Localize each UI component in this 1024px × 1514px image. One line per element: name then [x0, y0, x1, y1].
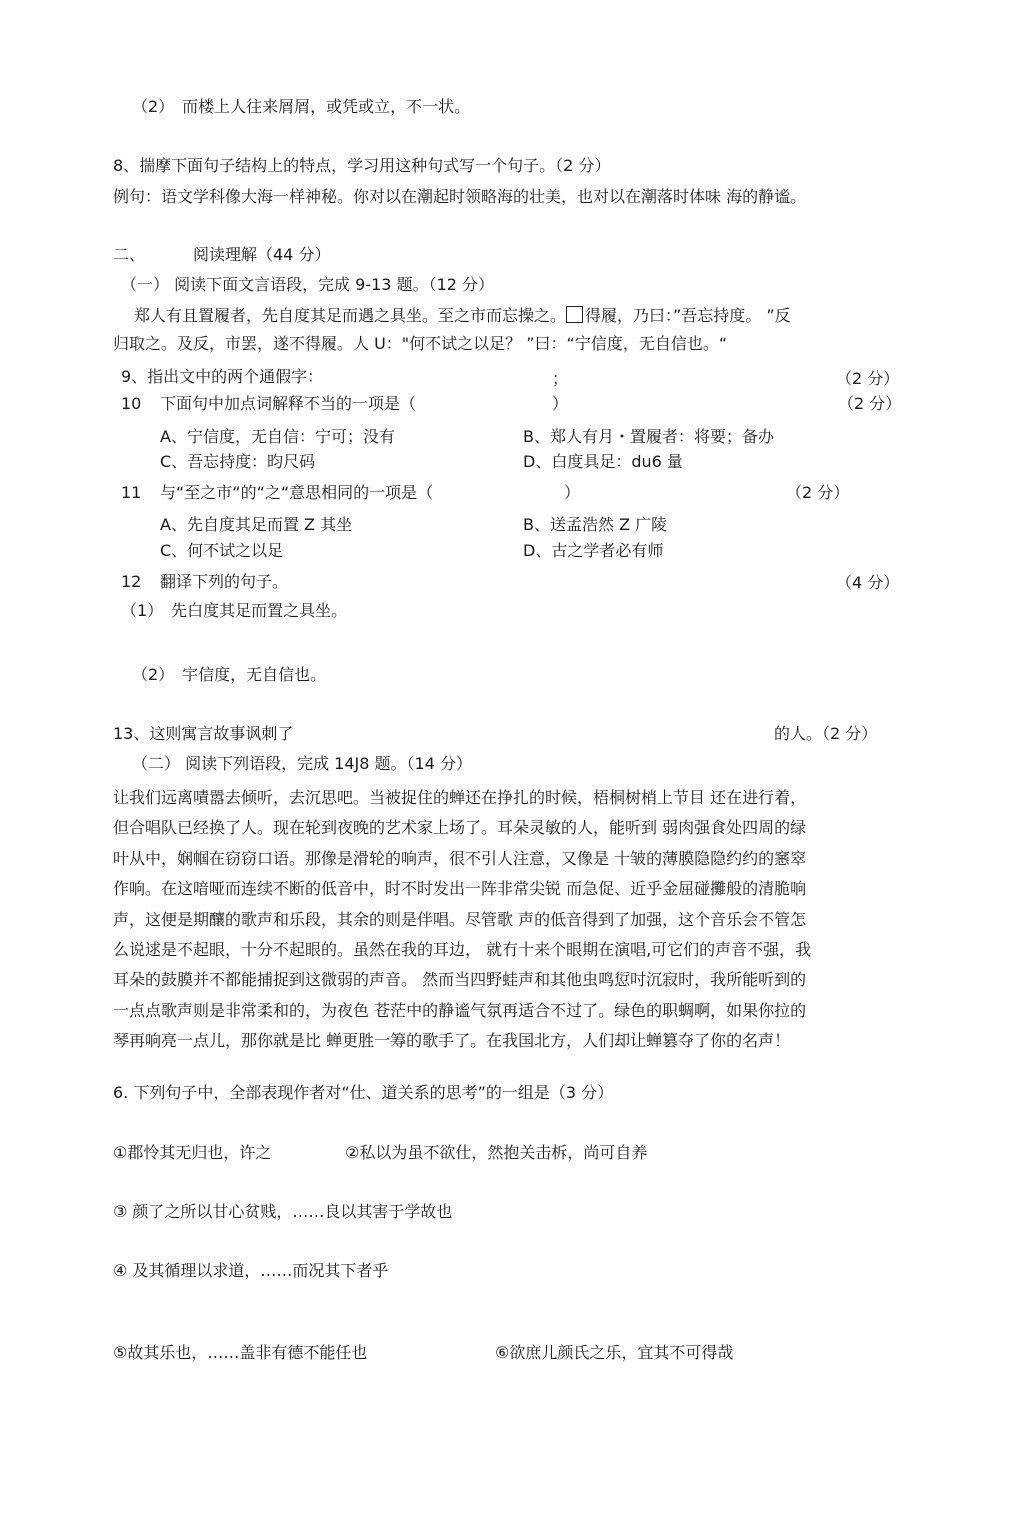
q11-close: ）: [564, 483, 581, 502]
q11-option-c: C、何不试之以足: [160, 541, 284, 560]
q11-stem: 与“至之市“的“之“意思相同的一项是（: [160, 483, 434, 502]
passage-line: 耳朵的鼓膜并不都能捕捉到这微弱的声音。 然而当四野蛙声和其他虫鸣愆吋沉寂时，我所能听到的: [113, 970, 807, 990]
passage-line-1: [134, 305, 791, 327]
q8-example: 例句：语文学科像大海一样神秘。你对以在潮起时领略海的壮美，也对以在潮落时体味 海的静谧。: [113, 187, 807, 206]
q10-score: （2 分）: [838, 394, 902, 413]
q6-item-5: ⑤故其乐也，……盖非有德不能任也: [113, 1343, 368, 1362]
q12-item-2: （2） 宇信度，无自信也。: [132, 665, 327, 684]
q12-number: 12: [121, 572, 142, 591]
top-item: （2） 而楼上人往来屑屑，或凭或立，不一状。: [132, 97, 471, 116]
q12-item-1: （1） 先白度其足而置之具坐。: [121, 601, 348, 620]
q10-number: 10: [121, 394, 142, 413]
section2-title: 阅读理解（44 分）: [193, 245, 331, 264]
q9-score: （2 分）: [836, 369, 900, 388]
q11-option-d: D、古之学者必有师: [523, 541, 664, 560]
q6-stem: 6. 下列句子中，全部表现作者对“仕、道关系的思考”的一组是（3 分）: [113, 1083, 614, 1102]
passage-line: 一点点歌声则是非常柔和的，为夜色 苍茫中的静谧气氛再适合不过了。绿色的职蜩啊，如果你拉的: [113, 1000, 807, 1020]
q10-option-c: C、吾忘持度：昀尺码: [160, 452, 316, 471]
q9-separator: ；: [552, 369, 569, 388]
part2-title: （二） 阅读下列语段，完成 14J8 题。（14 分）: [132, 754, 472, 773]
part1-title: （一） 阅读下面文言语段，完成 9-13 题。（12 分）: [121, 275, 495, 294]
q10-close: ）: [552, 394, 569, 413]
q10-option-a: A、宁信度，无自信：宁可；没有: [160, 427, 395, 446]
passage-line: 声，这便是期釀的歌声和乐段，其余的则是伴唱。尽管歌 声的低音得到了加强，这个音乐会不管怎: [113, 909, 807, 929]
q9-stem: 9、指出文中的两个通假字：: [121, 367, 324, 386]
q10-stem: 下面句中加点词解释不当的一项是（: [160, 394, 417, 413]
q6-item-6: ⑥欲庶儿颜氏之乐，宜其不可得哉: [495, 1343, 734, 1362]
q8-title: 8、揣摩下面句子结构上的特点，学习用这种句式写一个句子。（2 分）: [113, 156, 611, 175]
part2-passage: [113, 783, 913, 1057]
q6-item-3: ③ 颜了之所以甘心贫贱，……良以其害于学故也: [113, 1202, 453, 1221]
blank-box-icon: [566, 306, 583, 323]
passage-line: 但合唱队已经换了人。现在轮到夜晚的艺术家上场了。耳朵灵敏的人，能听到 弱肉强食处四周的绿: [113, 818, 807, 838]
passage-line-2: 归取之。及反，市罢，遂不得履。人 U："何不试之以足？ ”曰：“宁信度，无自信也。“: [113, 334, 728, 353]
passage-line: 让我们远离嘖嚣去倾听，去沉思吧。当被捉住的蝉还在挣扎的时候，梧桐树梢上节目 还在进行着，: [113, 788, 807, 807]
q6-item-2: ②私以为虽不欲仕，然抱关击柝，尚可自养: [345, 1143, 648, 1162]
q6-item-4: ④ 及其循理以求道，……而况其下者乎: [113, 1261, 389, 1280]
q11-score: （2 分）: [786, 483, 850, 502]
q13-stem: 13、这则寓言故事讽刺了: [113, 724, 294, 743]
passage-line: 琴再响亮一点儿，那你就是比 蝉更胜一筹的歌手了。在我国北方，人们却让蝉篡夺了你的名声！: [113, 1031, 791, 1051]
q13-tail: 的人。（2 分）: [774, 724, 878, 743]
passage-line: 作响。在这喑哑而连续不断的低音中，时不时发出一阵非常尖锐 而急促、近乎金屈碰攤般的清脆响: [113, 879, 807, 899]
passage-line-1a: 郑人有且置履者，先自度其足而遇之具坐。至之市而忘操之。: [134, 306, 567, 325]
passage-line: 么说逑是不起眼，十分不起眼的。虽然在我的耳边， 就冇十来个眼期在演唱,可它们的声音不强，我: [113, 940, 812, 960]
q12-stem: 翻译下列的句子。: [160, 572, 289, 591]
q11-number: 11: [121, 483, 142, 502]
q10-option-b: B、郑人有月・置履者：将要；备办: [523, 427, 774, 446]
passage-line: 叶从中，娴帼在窃窃口语。那像是滑轮的响声，很不引人注意，又像是 十皱的薄膜隐隐约约的窸窣: [113, 848, 807, 868]
q10-option-d: D、白度具足：du6 量: [523, 452, 683, 471]
section2-number: 二、: [113, 245, 146, 264]
q11-option-b: B、送孟浩然 Z 广陵: [523, 515, 668, 534]
q6-item-1: ①郡怜其无归也，许之: [113, 1143, 272, 1162]
passage-line-1b: 得履，乃曰：”吾忘持度。 ”反: [585, 306, 791, 325]
q11-option-a: A、先自度其足而置 Z 其坐: [160, 515, 353, 534]
q12-score: （4 分）: [836, 573, 900, 592]
